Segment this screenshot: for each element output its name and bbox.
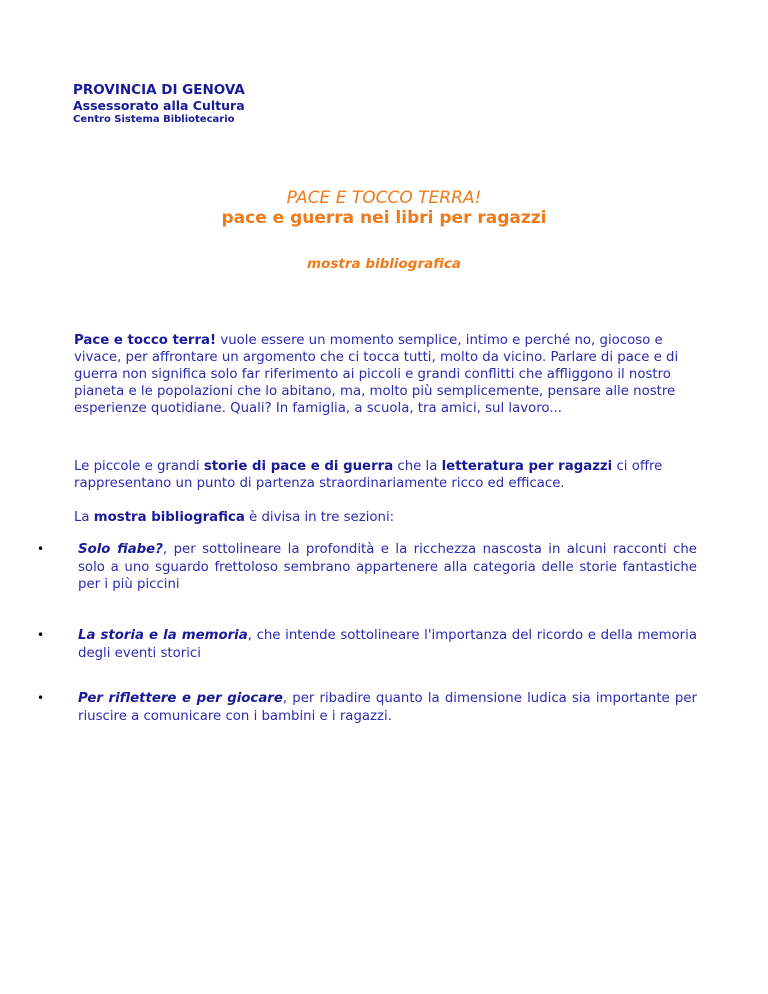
intro-paragraph xyxy=(74,332,706,417)
intro-text: vuole essere un momento semplice, intimo e perché no, giocoso e vivace, per affrontare un argomento che ci tocca tutti, molto da vicino. Parlare di pace e di guerra non significa solo far riferimento ai piccoli e grandi conflitti che affliggono il nostro pianeta e le popolazioni che lo abitano, ma, molto più semplicemente, pensare alle nostre esperienze quotidiane. Quali? In famiglia, a scuola, tra amici, sul lavoro... xyxy=(74,333,679,416)
stories-paragraph xyxy=(74,458,706,492)
province-name: PROVINCIA DI GENOVA xyxy=(73,82,245,98)
section-title: La storia e la memoria xyxy=(78,628,248,643)
department-name: Assessorato alla Cultura xyxy=(73,98,245,114)
stories-text-e: ci offre rappresentano un punto di partenza straordinariamente ricco ed efficace. xyxy=(74,459,663,491)
section-description: , per ribadire quanto la dimensione ludica sia importante per riuscire a comunicare con i bambini e i ragazzi. xyxy=(78,691,697,724)
section-title: Per riflettere e per giocare xyxy=(78,691,283,706)
sections-intro-a: La xyxy=(74,510,94,525)
bullet-icon: • xyxy=(37,691,45,705)
bullet-icon: • xyxy=(37,628,45,642)
organization-header xyxy=(73,82,245,126)
sections-intro-paragraph xyxy=(74,509,706,526)
exhibition-title: PACE E TOCCO TERRA! xyxy=(286,188,482,208)
sections-intro-emphasis: mostra bibliografica xyxy=(93,510,245,525)
section-title: Solo fiabe? xyxy=(78,542,163,557)
section-description: , per sottolineare la profondità e la ricchezza nascosta in alcuni racconti che solo a uno sguardo frettoloso sembrano appartenere alla categoria delle storie fantastiche per i più piccini xyxy=(78,542,697,592)
sections-intro-c: è divisa in tre sezioni: xyxy=(244,510,395,525)
bullet-icon: • xyxy=(37,542,45,556)
intro-lead: Pace e tocco terra! xyxy=(74,333,217,348)
stories-emphasis-2: letteratura per ragazzi xyxy=(441,459,613,474)
exhibition-type: mostra bibliografica xyxy=(307,256,461,272)
section-description: , che intende sottolineare l'importanza del ricordo e della memoria degli eventi storici xyxy=(78,628,697,661)
stories-text-c: che la xyxy=(393,459,442,474)
section-item xyxy=(37,690,697,725)
section-item xyxy=(37,541,697,594)
exhibition-subtitle: pace e guerra nei libri per ragazzi xyxy=(221,208,547,228)
library-system-name: Centro Sistema Bibliotecario xyxy=(73,114,235,126)
stories-emphasis-1: storie di pace e di guerra xyxy=(203,459,394,474)
section-item xyxy=(37,627,697,662)
stories-text-a: Le piccole e grandi xyxy=(74,459,204,474)
